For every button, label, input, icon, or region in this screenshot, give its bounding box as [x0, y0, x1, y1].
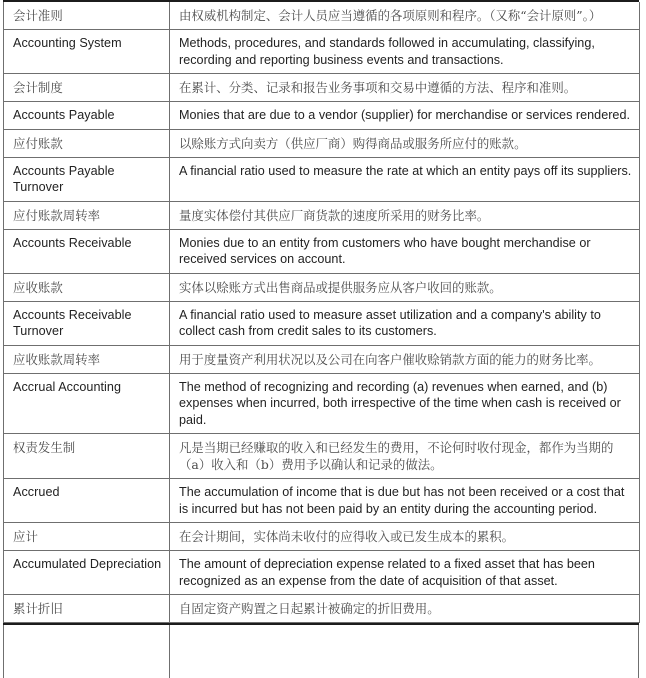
glossary-term-cell: Accounts Payable	[4, 102, 170, 130]
glossary-term-cell: 应收账款	[4, 273, 170, 301]
table-row	[4, 373, 640, 434]
glossary-definition-cell: 用于度量资产利用状况以及公司在向客户催收赊销款方面的能力的财务比率。	[170, 345, 640, 373]
table-row	[4, 157, 640, 201]
column-divider	[169, 625, 170, 678]
glossary-definition-cell: 自固定资产购置之日起累计被确定的折旧费用。	[170, 595, 640, 623]
glossary-term-cell: Accrued	[4, 479, 170, 523]
table-row	[4, 30, 640, 74]
glossary-definition-cell: The method of recognizing and recording (a) revenues when earned, and (b) expenses when incurred, both irrespective of the time when cash is received or paid.	[170, 373, 640, 434]
glossary-term-cell: Accrual Accounting	[4, 373, 170, 434]
table-row	[4, 595, 640, 623]
glossary-definition-cell: 由权威机构制定、会计人员应当遵循的各项原则和程序。（又称“会计原则”。）	[170, 2, 640, 30]
glossary-term-cell: 权责发生制	[4, 434, 170, 479]
table-row	[4, 301, 640, 345]
glossary-term-cell: 应计	[4, 523, 170, 551]
table-row	[4, 479, 640, 523]
table-row	[4, 2, 640, 30]
glossary-definition-cell: Monies that are due to a vendor (supplier) for merchandise or services rendered.	[170, 102, 640, 130]
glossary-term-cell: 累计折旧	[4, 595, 170, 623]
table-row	[4, 523, 640, 551]
glossary-definition-cell: 在累计、分类、记录和报告业务事项和交易中遵循的方法、程序和准则。	[170, 74, 640, 102]
table-row	[4, 345, 640, 373]
glossary-term-cell: 应付账款	[4, 129, 170, 157]
glossary-definition-cell: 量度实体偿付其供应厂商货款的速度所采用的财务比率。	[170, 201, 640, 229]
glossary-term-cell: 会计制度	[4, 74, 170, 102]
table-row	[4, 273, 640, 301]
glossary-definition-cell: 以赊账方式向卖方（供应厂商）购得商品或服务所应付的账款。	[170, 129, 640, 157]
glossary-definition-cell: The accumulation of income that is due but has not been received or a cost that is incurred but has not been paid by an entity during the accounting period.	[170, 479, 640, 523]
glossary-term-cell: Accumulated Depreciation	[4, 551, 170, 595]
glossary-term-cell: Accounts Payable Turnover	[4, 157, 170, 201]
table-row	[4, 102, 640, 130]
glossary-term-cell: Accounts Receivable Turnover	[4, 301, 170, 345]
glossary-definition-cell: Monies due to an entity from customers who have bought merchandise or received services on account.	[170, 229, 640, 273]
clipped-next-row	[3, 625, 639, 678]
table-row	[4, 434, 640, 479]
glossary-table-body	[4, 2, 640, 623]
table-row	[4, 74, 640, 102]
glossary-definition-cell: 实体以赊账方式出售商品或提供服务应从客户收回的账款。	[170, 273, 640, 301]
glossary-definition-cell: A financial ratio used to measure the rate at which an entity pays off its suppliers.	[170, 157, 640, 201]
glossary-definition-cell: A financial ratio used to measure asset utilization and a company's ability to collect cash from credit sales to its customers.	[170, 301, 640, 345]
glossary-term-cell: Accounting System	[4, 30, 170, 74]
glossary-term-cell: Accounts Receivable	[4, 229, 170, 273]
glossary-definition-cell: 凡是当期已经赚取的收入和已经发生的费用，不论何时收付现金，都作为当期的（a）收入和（b）费用予以确认和记录的做法。	[170, 434, 640, 479]
glossary-definition-cell: Methods, procedures, and standards followed in accumulating, classifying, recording and reporting business events and transactions.	[170, 30, 640, 74]
glossary-term-cell: 应付账款周转率	[4, 201, 170, 229]
accounting-glossary-table	[3, 2, 640, 623]
table-row	[4, 201, 640, 229]
glossary-definition-cell: The amount of depreciation expense related to a fixed asset that has been recognized as an expense from the date of acquisition of that asset.	[170, 551, 640, 595]
glossary-term-cell: 应收账款周转率	[4, 345, 170, 373]
glossary-term-cell: 会计准则	[4, 2, 170, 30]
glossary-definition-cell: 在会计期间，实体尚未收付的应得收入或已发生成本的累积。	[170, 523, 640, 551]
table-row	[4, 229, 640, 273]
table-row	[4, 129, 640, 157]
table-row	[4, 551, 640, 595]
